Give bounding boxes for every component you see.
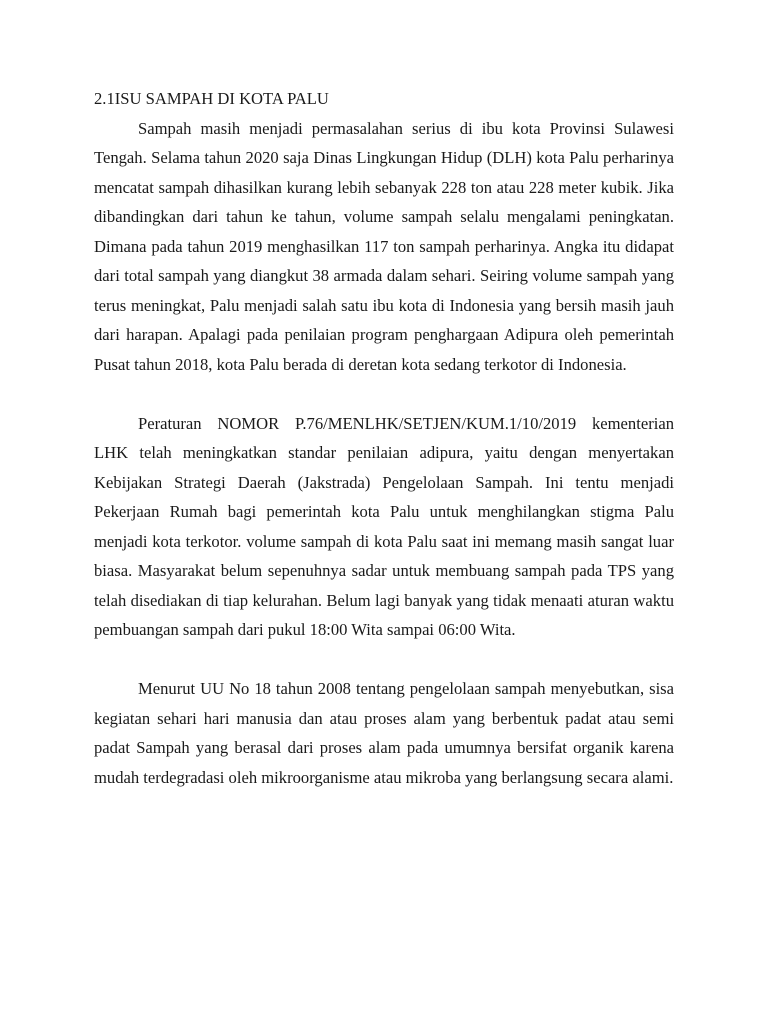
paragraph-adipura-regulation: Peraturan NOMOR P.76/MENLHK/SETJEN/KUM.1/10/2019 kementerian LHK telah meningkatkan standar penilaian adipura, yaitu dengan menyertakan Kebijakan Strategi Daerah (Jakstrada) Pengelolaan Sampah. Ini tentu menjadi Pekerjaan Rumah bagi pemerintah kota Palu untuk menghilangkan stigma Palu menjadi kota terkotor. volume sampah di kota Palu saat ini memang masih sangat luar biasa. Masyarakat belum sepenuhnya sadar untuk membuang sampah pada TPS yang telah disediakan di tiap kelurahan. Belum lagi banyak yang tidak menaati aturan waktu pembuangan sampah dari pukul 18:00 Wita sampai 06:00 Wita.: [94, 413, 674, 639]
paragraph-spacer: [94, 379, 674, 409]
paragraph-spacer: [94, 645, 674, 675]
paragraph-waste-law-definition: Menurut UU No 18 tahun 2008 tentang pengelolaan sampah menyebutkan, sisa kegiatan sehari hari manusia dan atau proses alam yang berbentuk padat atau semi padat Sampah yang berasal dari proses alam pada umumnya bersifat organik karena mudah terdegradasi oleh mikroorganisme atau mikroba yang berlangsung secara alami.: [94, 679, 674, 787]
document-body: [94, 84, 674, 792]
paragraph-palu-waste-issue: Sampah masih menjadi permasalahan serius di ibu kota Provinsi Sulawesi Tengah. Selama tahun 2020 saja Dinas Lingkungan Hidup (DLH) kota Palu perharinya mencatat sampah dihasilkan kurang lebih sebanyak 228 ton atau 228 meter kubik. Jika dibandingkan dari tahun ke tahun, volume sampah selalu mengalami peningkatan. Dimana pada tahun 2019 menghasilkan 117 ton sampah perharinya. Angka itu didapat dari total sampah yang diangkut 38 armada dalam sehari. Seiring volume sampah yang terus meningkat, Palu menjadi salah satu ibu kota di Indonesia yang bersih masih jauh dari harapan. Apalagi pada penilaian program penghargaan Adipura oleh pemerintah Pusat tahun 2018, kota Palu berada di deretan kota sedang terkotor di Indonesia.: [94, 118, 674, 374]
section-heading: 2.1ISU SAMPAH DI KOTA PALU: [94, 89, 329, 108]
